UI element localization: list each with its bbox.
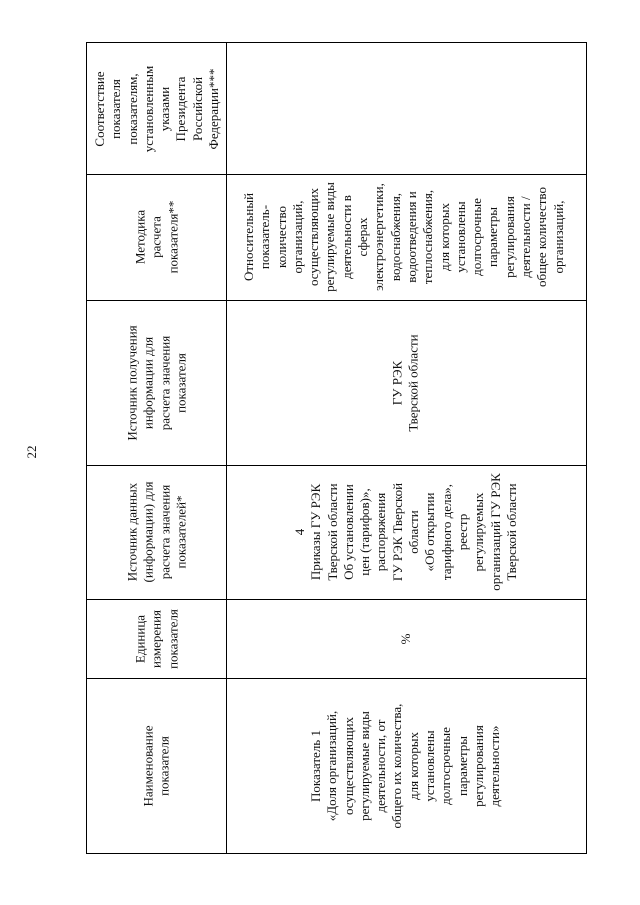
header-compliance-text: Соответствие показателя показателям, установленным указами Президента Российской Федерации***: [91, 65, 221, 152]
cell-data-source-text: 4 Приказы ГУ РЭК Тверской области Об установлении цен (тарифов)», распоряжения ГУ РЭК Тверской области «Об открытии тарифного дела», реестр регулируемых организаций ГУ РЭК Тверской области: [291, 473, 519, 591]
header-info-source: [87, 300, 226, 465]
cell-info-source-text: ГУ РЭК Тверской области: [389, 333, 421, 432]
cell-name: [226, 678, 586, 853]
cell-name-text: Показатель 1 «Доля организаций, осуществляющих регулируемые виды деятельности, от общего их количества, для которых установлены долгосрочные параметры регулирования деятельности»: [308, 703, 503, 828]
header-name: [87, 678, 226, 853]
header-info-source-text: Источник получения информации для расчета значения показателя: [123, 324, 188, 441]
cell-compliance: [226, 43, 586, 174]
indicator-table: [86, 42, 587, 854]
cell-unit: [226, 599, 586, 678]
header-compliance: [87, 43, 226, 174]
cell-method-text: Относительный показатель- количество организаций, осуществляющих регулируемые виды деятельности в сферах электроэнергетики, водоснабжения, водоотведения и теплоснабжения, для которых установлены долгосрочные параметры регулирования деятельности / общее количество организаций,: [241, 182, 566, 292]
header-method: [87, 174, 226, 300]
page-number: 22: [24, 445, 39, 459]
header-data-source-text: Источник данных (информации) для расчета значения показателей*: [123, 481, 188, 583]
header-name-text: Наименование показателя: [140, 725, 172, 806]
cell-info-source: [226, 300, 586, 465]
cell-method: [226, 174, 586, 300]
header-unit-text: Единица измерения показателя: [132, 608, 180, 669]
header-data-source: [87, 465, 226, 599]
header-method-text: Методика расчета показателя**: [132, 200, 180, 274]
header-unit: [87, 599, 226, 678]
cell-unit-text: %: [397, 633, 413, 644]
cell-data-source: [226, 465, 586, 599]
